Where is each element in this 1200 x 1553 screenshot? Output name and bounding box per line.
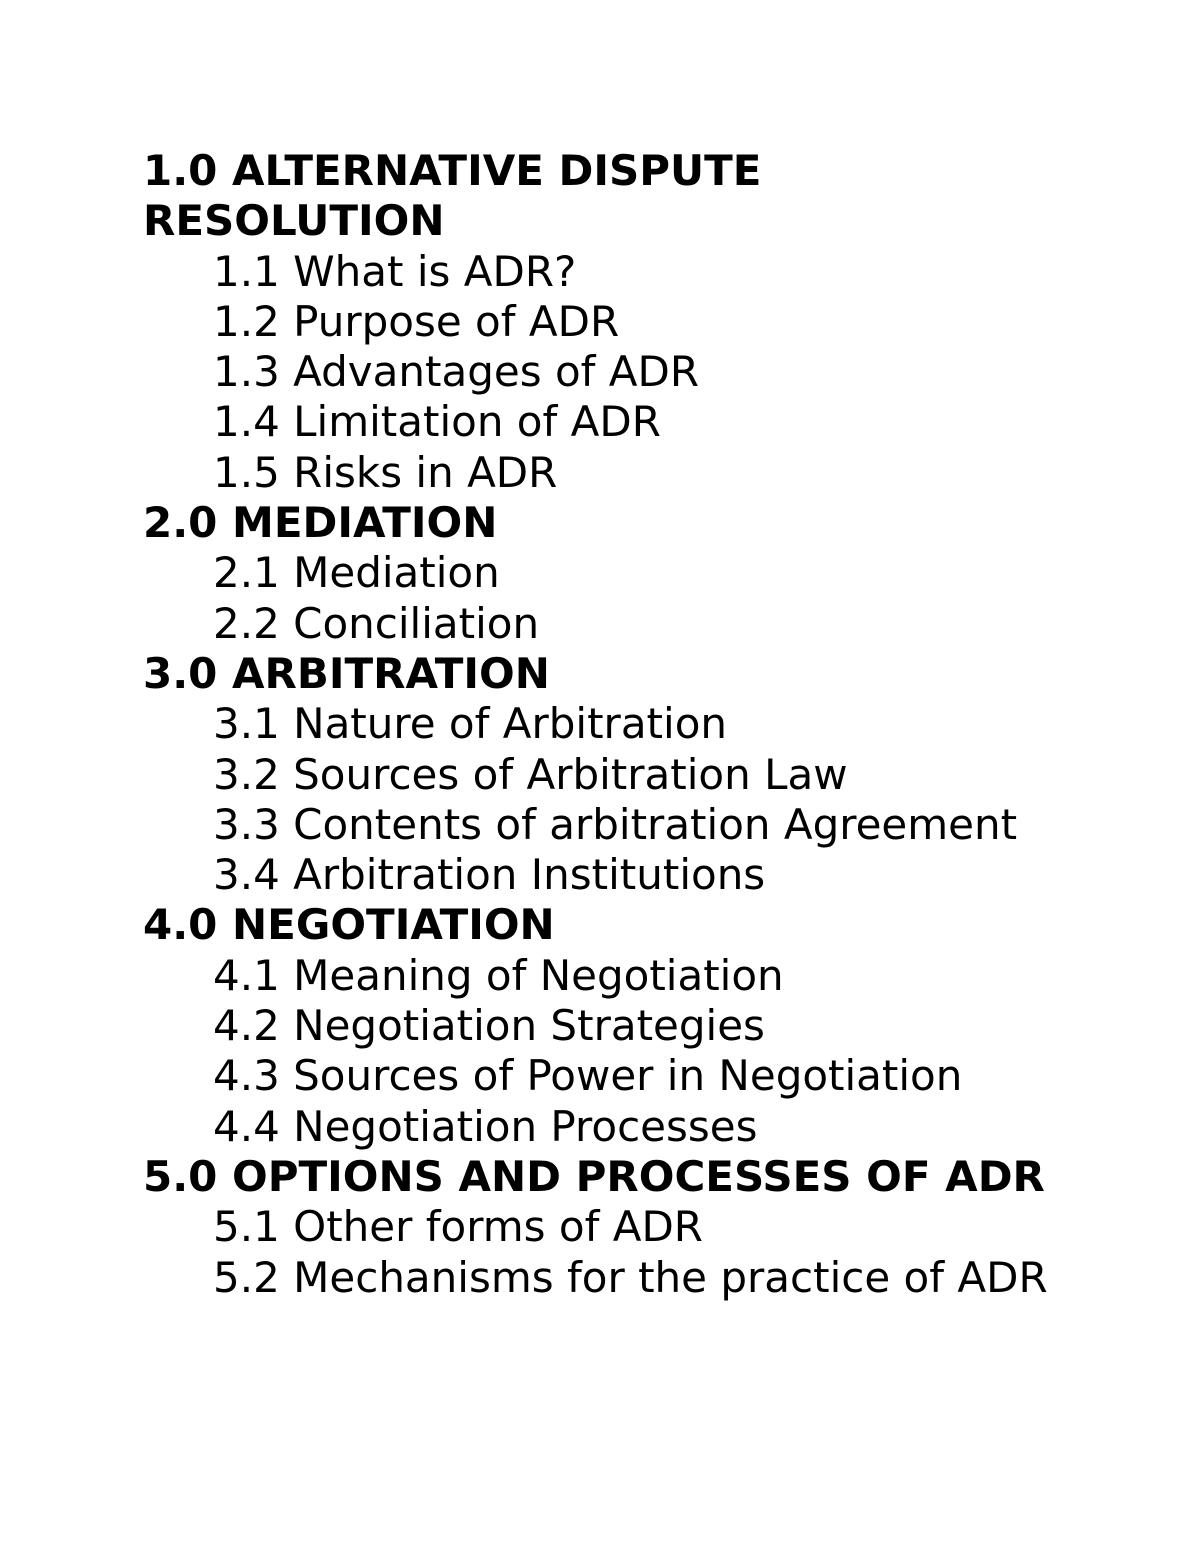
list-item: 4.2 Negotiation Strategies [213, 1001, 765, 1051]
list-item: 3.2 Sources of Arbitration Law [213, 749, 848, 799]
list-item: 4.3 Sources of Power in Negotiation [213, 1051, 963, 1101]
list-item: 3.3 Contents of arbitration Agreement [213, 799, 1018, 849]
list-item: 5.2 Mechanisms for the practice of ADR [213, 1252, 1048, 1302]
list-item: 3.4 Arbitration Institutions [213, 850, 766, 900]
list-item: 4.1 Meaning of Negotiation [213, 950, 784, 1000]
list-item: 1.2 Purpose of ADR [213, 296, 620, 346]
table-of-contents [143, 146, 1063, 1303]
list-item: 2.2 Conciliation [213, 598, 540, 648]
section-heading: 5.0 OPTIONS AND PROCESSES OF ADR [143, 1151, 1045, 1201]
section-heading: 3.0 ARBITRATION [143, 648, 550, 698]
section-1 [143, 146, 1063, 498]
list-item: 3.1 Nature of Arbitration [213, 699, 728, 749]
list-item: 5.1 Other forms of ADR [213, 1202, 703, 1252]
list-item: 4.4 Negotiation Processes [213, 1101, 758, 1151]
section-4 [143, 900, 1063, 1151]
section-5 [143, 1152, 1063, 1303]
section-2 [143, 498, 1063, 649]
list-item: 2.1 Mediation [213, 548, 500, 598]
section-heading: 2.0 MEDIATION [143, 498, 498, 548]
section-heading: 4.0 NEGOTIATION [143, 900, 555, 950]
list-item: 1.1 What is ADR? [213, 246, 577, 296]
section-heading: 1.0 ALTERNATIVE DISPUTE RESOLUTION [143, 146, 762, 246]
section-3 [143, 649, 1063, 900]
list-item: 1.3 Advantages of ADR [213, 347, 700, 397]
list-item: 1.5 Risks in ADR [213, 447, 558, 497]
list-item: 1.4 Limitation of ADR [213, 397, 661, 447]
